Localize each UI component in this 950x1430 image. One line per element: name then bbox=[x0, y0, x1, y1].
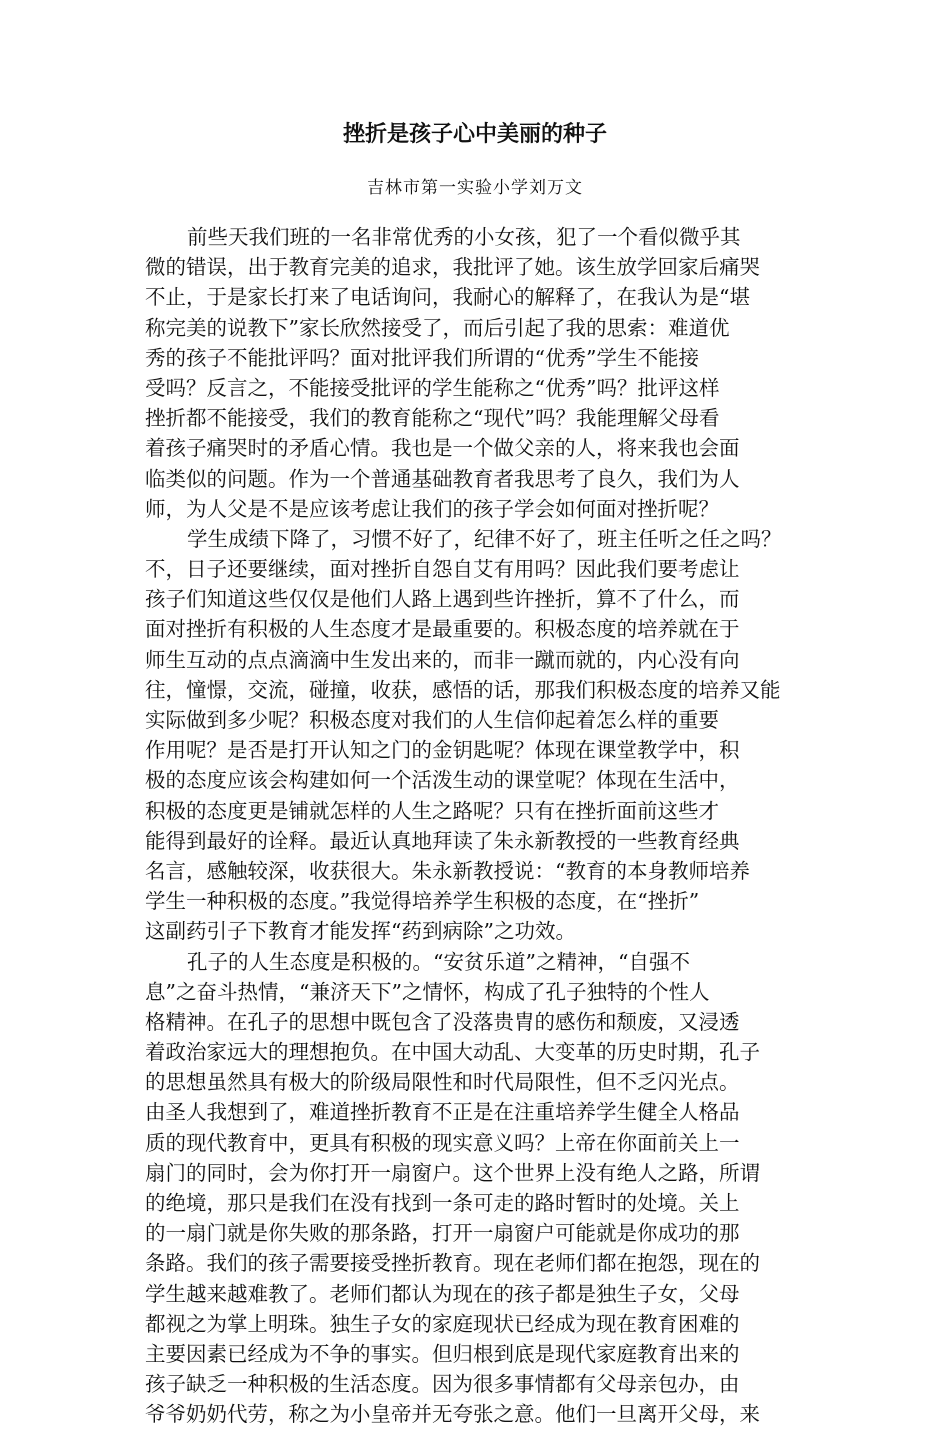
body-line: 爷爷奶奶代劳，称之为小皇帝并无夸张之意。他们一旦离开父母，来 bbox=[145, 1402, 760, 1427]
body-line: 学生一种积极的态度。”我觉得培养学生积极的态度，在“挫折” bbox=[145, 889, 700, 914]
body-line: 孩子缺乏一种积极的生活态度。因为很多事情都有父母亲包办，由 bbox=[145, 1372, 740, 1397]
body-line: 都视之为掌上明珠。独生子女的家庭现状已经成为现在教育困难的 bbox=[145, 1311, 740, 1336]
body-line: 师，为人父是不是应该考虑让我们的孩子学会如何面对挫折呢？ bbox=[145, 496, 719, 521]
body-line: 面对挫折有积极的人生态度才是最重要的。积极态度的培养就在于 bbox=[145, 617, 740, 642]
body-line: 积极的态度更是铺就怎样的人生之路呢？只有在挫折面前这些才 bbox=[145, 798, 719, 823]
body-line: 的绝境，那只是我们在没有找到一条可走的路时暂时的处境。关上 bbox=[145, 1191, 740, 1215]
body-line: 孔子的人生态度是积极的。“安贫乐道”之精神，“自强不 bbox=[187, 949, 690, 974]
body-line: 扇门的同时，会为你打开一扇窗户。这个世界上没有绝人之路，所谓 bbox=[145, 1160, 760, 1185]
body-line: 学生越来越难教了。老师们都认为现在的孩子都是独生子女，父母 bbox=[145, 1281, 740, 1306]
body-line: 微的错误，出于教育完美的追求，我批评了她。该生放学回家后痛哭 bbox=[145, 255, 760, 280]
body-line: 实际做到多少呢？积极态度对我们的人生信仰起着怎么样的重要 bbox=[145, 708, 719, 732]
body-line: 这副药引子下教育才能发挥“药到病除”之功效。 bbox=[145, 919, 576, 944]
body-line: 格精神。在孔子的思想中既包含了没落贵胄的感伤和颓废，又浸透 bbox=[145, 1009, 740, 1034]
body-line: 条路。我们的孩子需要接受挫折教育。现在老师们都在抱怨，现在的 bbox=[145, 1251, 760, 1276]
body-line: 学生成绩下降了，习惯不好了，纪律不好了，班主任听之任之吗？ bbox=[187, 526, 782, 551]
body-line: 孩子们知道这些仅仅是他们人路上遇到些许挫折，算不了什么，而 bbox=[145, 587, 740, 612]
body-line: 由圣人我想到了，难道挫折教育不正是在注重培养学生健全人格品 bbox=[145, 1100, 740, 1125]
body-line: 称完美的说教下”家长欣然接受了，而后引起了我的思索：难道优 bbox=[145, 315, 730, 340]
body-line: 着孩子痛哭时的矛盾心情。我也是一个做父亲的人，将来我也会面 bbox=[145, 436, 740, 461]
body-line: 不止，于是家长打来了电话询问，我耐心的解释了，在我认为是“堪 bbox=[145, 285, 750, 310]
body-line: 极的态度应该会构建如何一个活泼生动的课堂呢？体现在生活中， bbox=[145, 768, 740, 793]
body-line: 名言，感触较深，收获很大。朱永新教授说：“教育的本身教师培养 bbox=[145, 858, 750, 883]
body-line: 秀的孩子不能批评吗？面对批评我们所谓的“优秀”学生不能接 bbox=[145, 345, 699, 370]
body-line: 挫折都不能接受，我们的教育能称之“现代”吗？我能理解父母看 bbox=[145, 406, 720, 431]
body-line: 不，日子还要继续，面对挫折自怨自艾有用吗？因此我们要考虑让 bbox=[145, 557, 740, 582]
body-line: 师生互动的点点滴滴中生发出来的，而非一蹴而就的，内心没有向 bbox=[145, 647, 740, 672]
body-line: 的一扇门就是你失败的那条路，打开一扇窗户可能就是你成功的那 bbox=[145, 1221, 740, 1246]
body-line: 质的现代教育中，更具有积极的现实意义吗？上帝在你面前关上一 bbox=[145, 1130, 740, 1155]
body-line: 往，憧憬，交流，碰撞，收获，感悟的话，那我们积极态度的培养又能 bbox=[145, 677, 781, 702]
body-line: 临类似的问题。作为一个普通基础教育者我思考了良久，我们为人 bbox=[145, 466, 740, 491]
body-line: 主要因素已经成为不争的事实。但归根到底是现代家庭教育出来的 bbox=[145, 1341, 740, 1366]
page-title: 挫折是孩子心中美丽的种子 bbox=[342, 122, 607, 147]
body-line: 作用呢？是否是打开认知之门的金钥匙呢？体现在课堂教学中，积 bbox=[145, 738, 740, 763]
body-line: 受吗？反言之，不能接受批评的学生能称之“优秀”吗？批评这样 bbox=[145, 375, 720, 400]
article-body bbox=[145, 222, 825, 1430]
body-line: 息”之奋斗热情，“兼济天下”之情怀，构成了孔子独特的个性人 bbox=[145, 979, 710, 1004]
body-line: 的思想虽然具有极大的阶级局限性和时代局限性，但不乏闪光点。 bbox=[145, 1070, 740, 1095]
author-byline: 吉林市第一实验小学刘万文 bbox=[367, 178, 583, 198]
body-line: 着政治家远大的理想抱负。在中国大动乱、大变革的历史时期，孔子 bbox=[145, 1040, 760, 1065]
body-line: 能得到最好的诠释。最近认真地拜读了朱永新教授的一些教育经典 bbox=[145, 828, 740, 853]
body-line: 前些天我们班的一名非常优秀的小女孩，犯了一个看似微乎其 bbox=[187, 225, 741, 249]
